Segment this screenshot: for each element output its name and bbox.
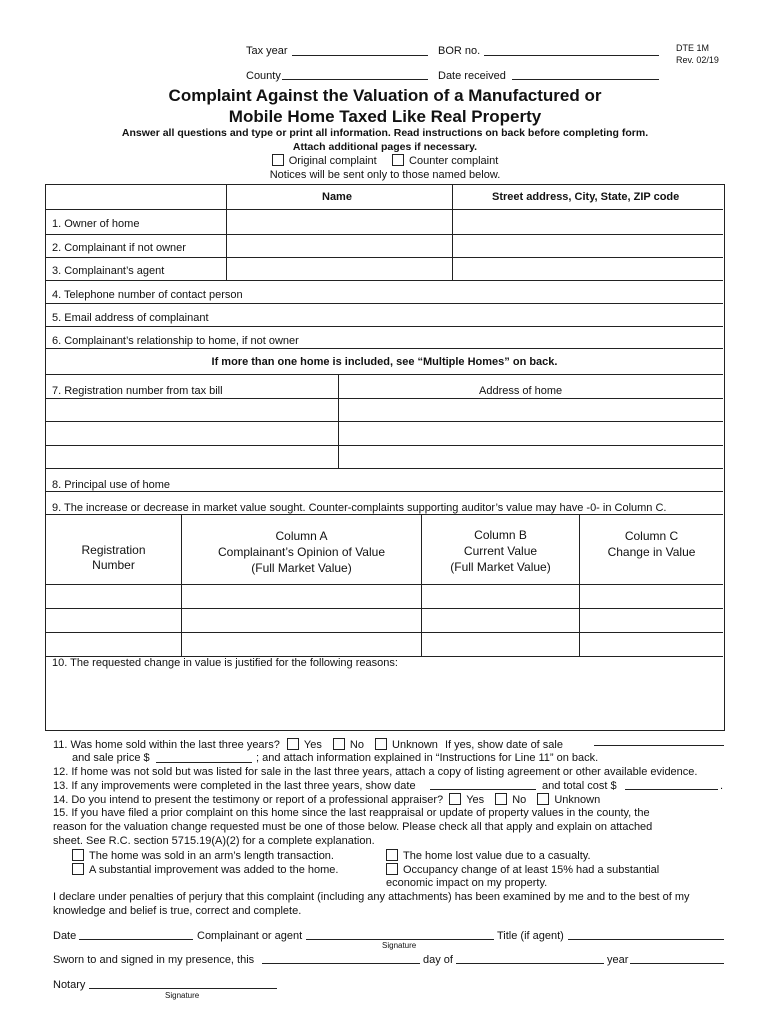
reasons-field[interactable] [47, 672, 722, 727]
q15-option-improvement [72, 863, 338, 876]
agent-name-field[interactable] [227, 258, 451, 280]
year-label: year [607, 954, 629, 966]
complainant-signature-caption: Signature [382, 941, 417, 950]
notary-signature-caption: Signature [165, 991, 200, 1000]
registration-number-header [46, 543, 181, 573]
complainant-address-field[interactable] [453, 235, 722, 257]
column-a-header [182, 528, 421, 576]
sworn-day-field[interactable] [262, 963, 420, 964]
q15-occupancy-label: Occupancy change of at least 15% had a substantial [403, 864, 660, 876]
complainant-signature-field[interactable] [306, 939, 494, 940]
q11-unknown-label: Unknown [392, 739, 438, 751]
q11-no-label: No [349, 739, 364, 751]
q15-improvement-label: A substantial improvement was added to the home. [89, 864, 339, 876]
declaration-line2: knowledge and belief is true, correct and complete. [53, 905, 302, 917]
q11-line [53, 738, 563, 751]
tax-year-field[interactable] [292, 55, 428, 56]
q14-yes-label: Yes [466, 794, 485, 806]
bor-field[interactable] [484, 55, 659, 56]
column-a-line3: (Full Market Value) [251, 561, 352, 575]
q15-line2: reason for the valuation change requested must be one of those below. Please check all that apply and explain on attached [53, 821, 653, 833]
complainant-name-field[interactable] [227, 235, 451, 257]
q15-occupancy-checkbox[interactable] [386, 863, 398, 875]
q15-option-occupancy [386, 863, 659, 876]
tax-year-label: Tax year [246, 45, 288, 57]
row-value-change-label: 9. The increase or decrease in market value sought. Counter-complaints supporting auditor’s value may have -0- in Column C. [52, 502, 667, 514]
q11-no-checkbox[interactable] [333, 738, 345, 750]
q14-line [53, 793, 600, 806]
q11-unknown-checkbox[interactable] [375, 738, 387, 750]
date-field[interactable] [79, 939, 193, 940]
notary-signature-field[interactable] [89, 988, 277, 989]
instructions: Answer all questions and type or print all information. Read instructions on back before completing form. [121, 127, 649, 139]
q15-improvement-checkbox[interactable] [72, 863, 84, 875]
address-of-home-header: Address of home [479, 385, 563, 397]
sworn-year-field[interactable] [630, 963, 724, 964]
row-relationship-label: 6. Complainant’s relationship to home, if not owner [52, 335, 299, 347]
sale-price-field[interactable] [156, 762, 252, 763]
column-c-line1: Column C [624, 529, 679, 543]
q14-no-label: No [512, 794, 527, 806]
row-email-label: 5. Email address of complainant [52, 312, 209, 324]
q12-text: 12. If home was not sold but was listed for sale in the last three years, attach a copy of listing agreement or other available evidence. [53, 766, 698, 778]
row-owner-label: 1. Owner of home [52, 218, 140, 230]
counter-complaint-checkbox[interactable] [392, 154, 404, 166]
title-field[interactable] [568, 939, 724, 940]
q13-total-cost: and total cost $ [542, 780, 617, 792]
registration-header-line1: Registration [81, 543, 146, 557]
improvement-cost-field[interactable] [625, 789, 718, 790]
row-registration-label: 7. Registration number from tax bill [52, 385, 223, 397]
multiple-homes-note: If more than one home is included, see “Multiple Homes” on back. [211, 356, 558, 368]
date-received-field[interactable] [512, 79, 659, 80]
registration-header-line2: Number [92, 558, 135, 572]
date-received-label: Date received [438, 70, 506, 82]
sworn-label: Sworn to and signed in my presence, this [53, 954, 255, 966]
q14-yes-checkbox[interactable] [449, 793, 461, 805]
q11-yes-checkbox[interactable] [287, 738, 299, 750]
row-complainant-label: 2. Complainant if not owner [52, 242, 186, 254]
q15-sold-checkbox[interactable] [72, 849, 84, 861]
form-title-line1: Complaint Against the Valuation of a Manufactured or [168, 86, 602, 105]
column-b-line3: (Full Market Value) [450, 560, 551, 574]
q11-attach: ; and attach information explained in “Instructions for Line 11” on back. [256, 752, 599, 764]
attach-note: Attach additional pages if necessary. [292, 141, 478, 153]
sworn-month-field[interactable] [456, 963, 604, 964]
col-name-header: Name [322, 191, 352, 203]
sale-price-label: and sale price $ [72, 752, 150, 764]
q11-yes-label: Yes [303, 739, 322, 751]
sale-date-field[interactable] [594, 745, 724, 746]
column-c-header [580, 528, 723, 560]
counter-complaint-label: Counter complaint [409, 155, 499, 167]
row-agent-label: 3. Complainant’s agent [52, 265, 165, 277]
row-principal-use-label: 8. Principal use of home [52, 479, 171, 491]
q15-occupancy-label-line2: economic impact on my property. [386, 877, 548, 889]
column-b-line1: Column B [474, 528, 527, 542]
column-b-line2: Current Value [463, 544, 538, 558]
q11-label: 11. Was home sold within the last three years? [53, 739, 280, 751]
column-b-header [422, 527, 579, 575]
agent-address-field[interactable] [453, 258, 722, 280]
county-field[interactable] [282, 79, 428, 80]
q14-unknown-label: Unknown [554, 794, 601, 806]
original-complaint-label: Original complaint [288, 155, 377, 167]
column-a-line1: Column A [275, 529, 328, 543]
complainant-agent-label: Complainant or agent [197, 930, 303, 942]
title-if-agent-label: Title (if agent) [497, 930, 564, 942]
q15-option-casualty [386, 849, 591, 862]
column-a-line2: Complainant’s Opinion of Value [218, 545, 385, 559]
row-reasons-label: 10. The requested change in value is justified for the following reasons: [52, 657, 398, 669]
q14-unknown-checkbox[interactable] [537, 793, 549, 805]
q13-period: . [720, 780, 724, 792]
q15-line3: sheet. See R.C. section 5715.19(A)(2) for a complete explanation. [53, 835, 375, 847]
date-label: Date [53, 930, 77, 942]
bor-label: BOR no. [438, 45, 481, 57]
form-code: DTE 1M [676, 43, 710, 53]
q14-label: 14. Do you intend to present the testimony or report of a professional appraiser? [53, 794, 444, 806]
row-telephone-label: 4. Telephone number of contact person [52, 289, 243, 301]
notary-label: Notary [53, 979, 86, 991]
form-title-line2: Mobile Home Taxed Like Real Property [228, 107, 542, 126]
complaint-type [0, 154, 770, 167]
notices-note: Notices will be sent only to those named below. [269, 169, 501, 181]
q13-label: 13. If any improvements were completed in the last three years, show date [53, 780, 416, 792]
q15-sold-label: The home was sold in an arm’s length transaction. [89, 850, 334, 862]
owner-address-field[interactable] [453, 210, 722, 234]
day-of-label: day of [423, 954, 453, 966]
county-label: County [246, 70, 281, 82]
q15-casualty-checkbox[interactable] [386, 849, 398, 861]
improvement-date-field[interactable] [430, 789, 536, 790]
declaration-line1: I declare under penalties of perjury that this complaint (including any attachments) has been examined by me and to the best of my [53, 891, 690, 903]
q15-line1: 15. If you have filed a prior complaint on this home since the last reappraisal or update of property values in the county, the [53, 807, 650, 819]
q14-no-checkbox[interactable] [495, 793, 507, 805]
original-complaint-checkbox[interactable] [272, 154, 284, 166]
col-address-header: Street address, City, State, ZIP code [492, 191, 680, 203]
q11-if-yes: If yes, show date of sale [444, 739, 563, 751]
q15-casualty-label: The home lost value due to a casualty. [403, 850, 591, 862]
q15-option-sold [72, 849, 334, 862]
revision: Rev. 02/19 [676, 55, 719, 65]
owner-name-field[interactable] [227, 210, 451, 234]
column-c-line2: Change in Value [607, 545, 696, 559]
